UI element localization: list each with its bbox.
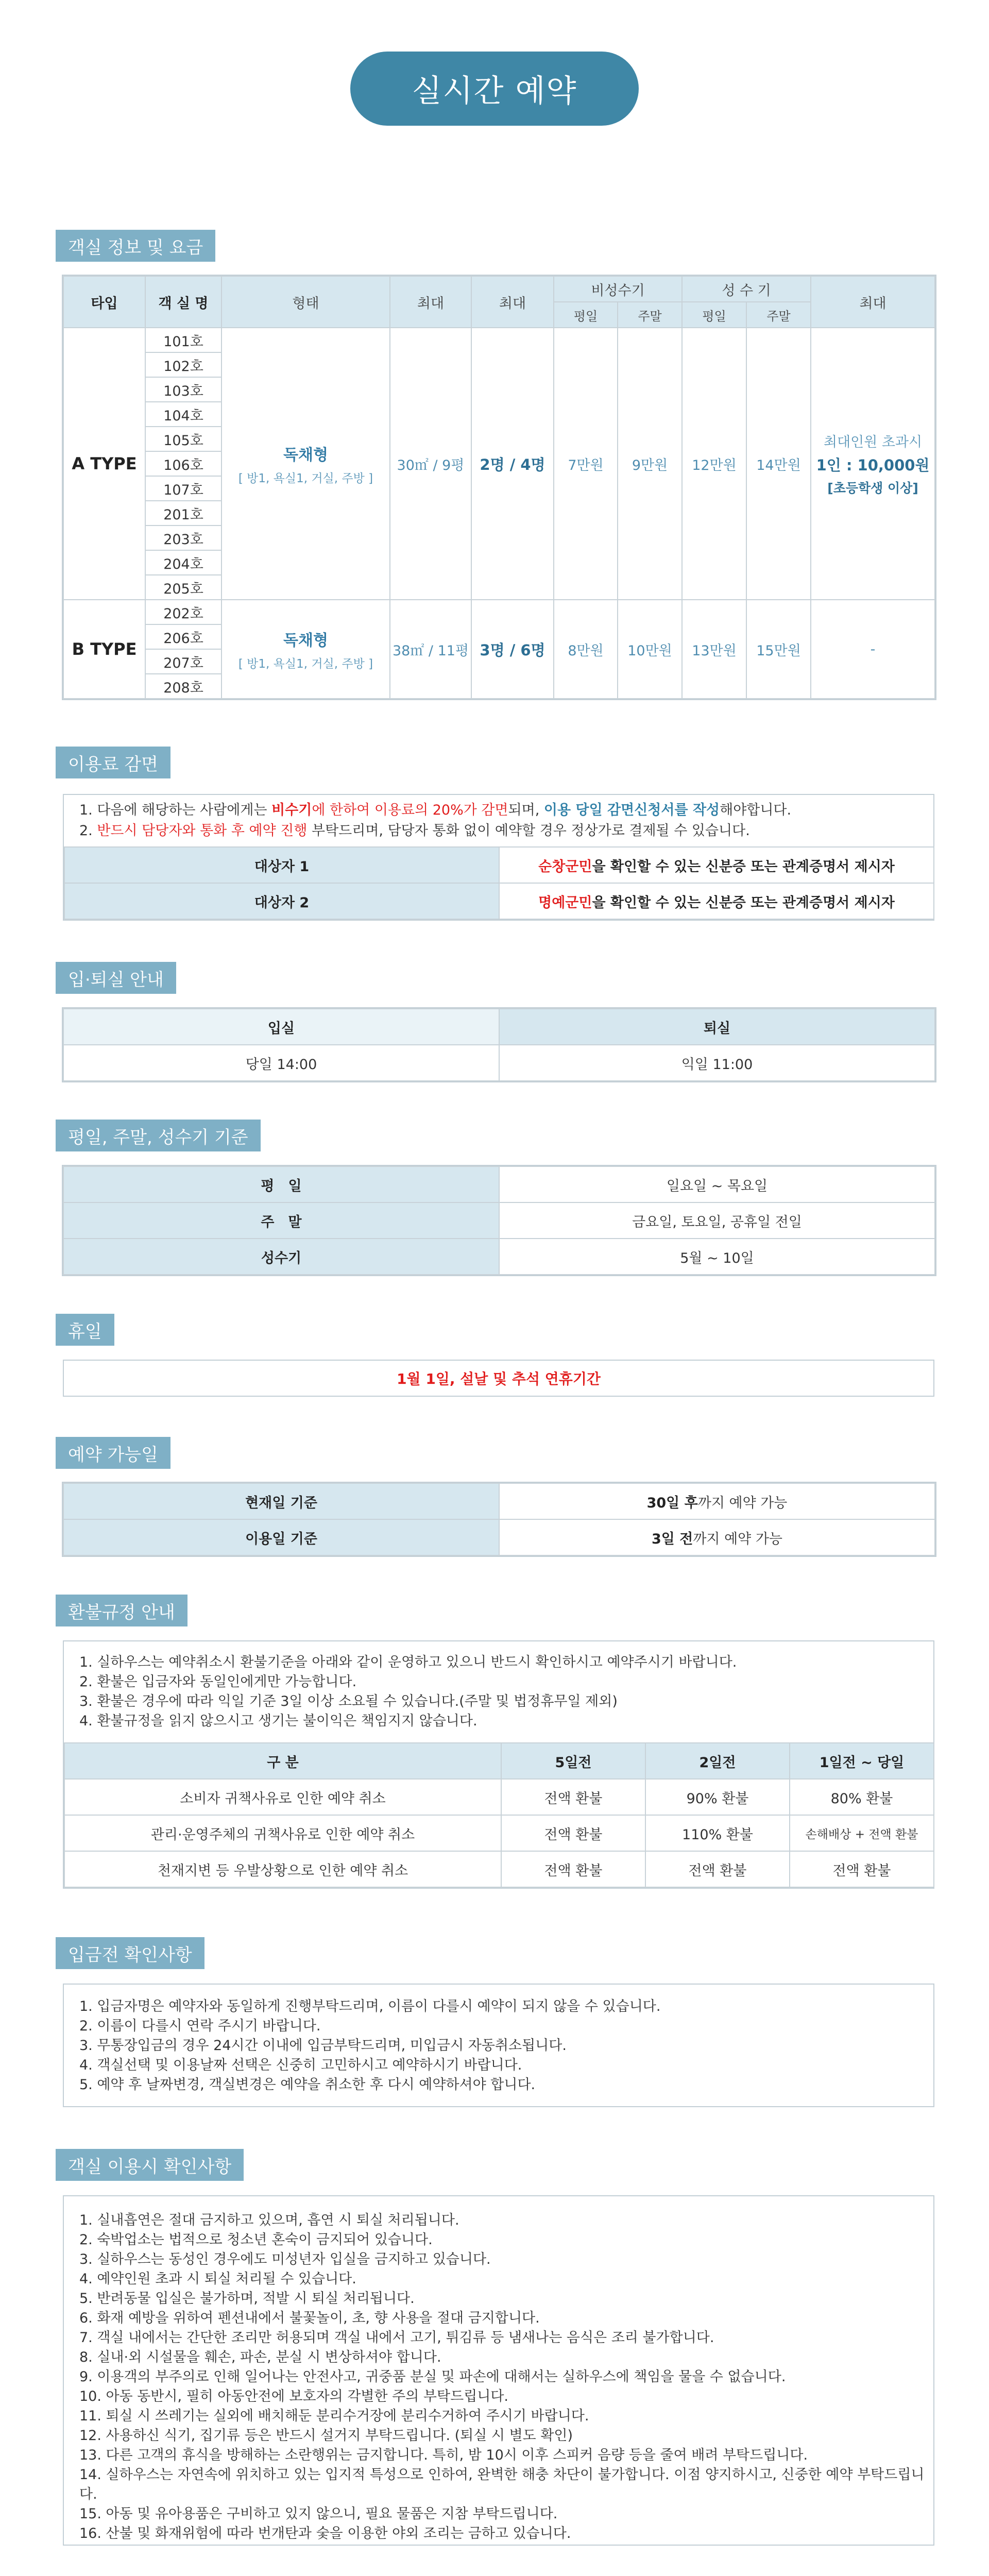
list-item: 11. 퇴실 시 쓰레기는 실외에 배치해둔 분리수거장에 분리수거하여 주시기 바랍니다. <box>79 2408 589 2424</box>
room-name: 208호 <box>145 674 221 699</box>
table-row <box>63 1239 935 1275</box>
reservable-current-label: 현재일 기준 <box>63 1483 499 1519</box>
refund-case: 소비자 귀책사유로 인한 예약 취소 <box>64 1779 501 1815</box>
checkout-time: 익일 11:00 <box>499 1045 935 1081</box>
season-weekday-value: 일요일 ~ 목요일 <box>499 1166 935 1202</box>
extra-charge-b: - <box>811 600 935 699</box>
deposit-box <box>63 1984 934 2107</box>
form-sub: [ 방1, 욕실1, 거실, 주방 ] <box>238 471 373 485</box>
table-row <box>64 1851 934 1887</box>
area-b: 38㎡ / 11평 <box>390 600 471 699</box>
reservable-table <box>63 1483 935 1556</box>
extra-charge-note: 최대인원 초과시 <box>823 434 923 450</box>
list-item: 10. 아동 동반시, 필히 아동안전에 보호자의 각별한 주의 부탁드립니다. <box>79 2388 508 2404</box>
table-row <box>63 1009 935 1045</box>
discount-target-2-desc: 명예군민을 확인할 수 있는 신분증 또는 관계증명서 제시자 <box>499 883 934 919</box>
section-title-discount: 이용료 감면 <box>56 747 170 778</box>
usage-box <box>63 2195 934 2546</box>
list-item: 2. 환불은 입금자와 동일인에게만 가능합니다. <box>79 1674 357 1690</box>
table-row <box>64 1743 934 1779</box>
refund-value: 110% 환불 <box>645 1815 790 1851</box>
form-sub: [ 방1, 욕실1, 거실, 주방 ] <box>238 657 373 671</box>
refund-header-category: 구 분 <box>64 1743 501 1779</box>
discount-box <box>63 794 934 921</box>
list-item: 1. 실하우스는 예약취소시 환불기준을 아래와 같이 운영하고 있으니 반드시 확인하시고 예약주시기 바랍니다. <box>79 1654 737 1670</box>
list-item: 13. 다른 고객의 휴식을 방해하는 소란행위는 금지합니다. 특히, 밤 10시 이후 스피커 음량 등을 줄여 배려 부탁드립니다. <box>79 2447 808 2463</box>
type-a: A TYPE <box>63 328 145 600</box>
header-max-capacity: 최대 <box>471 276 554 328</box>
room-name: 202호 <box>145 600 221 624</box>
section-title-season: 평일, 주말, 성수기 기준 <box>56 1120 261 1151</box>
refund-value: 80% 환불 <box>790 1779 934 1815</box>
discount-target-1-desc: 순창군민을 확인할 수 있는 신분증 또는 관계증명서 제시자 <box>499 847 934 883</box>
list-item: 4. 환불규정을 읽지 않으시고 생기는 불이익은 책임지지 않습니다. <box>79 1713 478 1729</box>
list-item: 5. 반려동물 입실은 불가하며, 적발 시 퇴실 처리됩니다. <box>79 2291 415 2307</box>
room-name: 207호 <box>145 649 221 674</box>
capacity-b: 3명 / 6명 <box>471 600 554 699</box>
season-peak-value: 5월 ~ 10일 <box>499 1239 935 1275</box>
table-row <box>63 1202 935 1239</box>
room-name: 104호 <box>145 402 221 427</box>
table-row <box>63 600 935 624</box>
page-title: 실시간 예약 <box>350 52 639 126</box>
list-item: 7. 객실 내에서는 간단한 조리만 허용되며 객실 내에서 고기, 튀김류 등 냄새나는 음식은 조리 불가합니다. <box>79 2330 714 2346</box>
list-item: 1. 실내흡연은 절대 금지하고 있으며, 흡연 시 퇴실 처리됩니다. <box>79 2212 459 2228</box>
room-name: 102호 <box>145 352 221 377</box>
room-rate-table <box>63 276 935 699</box>
price-off-weekend-a: 9만원 <box>618 328 682 600</box>
reservable-usage-label: 이용일 기준 <box>63 1519 499 1555</box>
list-item: 2. 이름이 다를시 연락 주시기 바랍니다. <box>79 2018 321 2034</box>
room-name: 201호 <box>145 501 221 526</box>
list-item: 15. 아동 및 유아용품은 구비하고 있지 않으니, 필요 물품은 지참 부탁드립니다. <box>79 2506 558 2522</box>
checkin-time: 당일 14:00 <box>63 1045 499 1081</box>
room-name: 204호 <box>145 550 221 575</box>
discount-notes <box>64 795 933 846</box>
section-title-holiday: 휴일 <box>56 1314 114 1346</box>
extra-charge-price: 1인 : 10,000원 <box>816 456 930 474</box>
checkin-label: 입실 <box>63 1009 499 1045</box>
header-off-season: 비성수기 <box>554 276 682 302</box>
table-row <box>64 1815 934 1851</box>
price-peak-weekend-b: 15만원 <box>746 600 811 699</box>
reservable-current-value: 30일 후까지 예약 가능 <box>499 1483 935 1519</box>
list-item: 5. 예약 후 날짜변경, 객실변경은 예약을 취소한 후 다시 예약하셔야 합니다. <box>79 2077 536 2093</box>
refund-value: 전액 환불 <box>790 1851 934 1887</box>
table-row <box>63 1045 935 1081</box>
list-item: 3. 무통장입금의 경우 24시간 이내에 입금부탁드리며, 미입금시 자동취소됩니다. <box>79 2038 567 2054</box>
list-item: 14. 실하우스는 자연속에 위치하고 있는 입지적 특성으로 인하여, 완벽한 해충 차단이 불가합니다. 이점 양지하시고, 신중한 예약 부탁드립니다. <box>79 2467 925 2502</box>
section-title-checkin: 입·퇴실 안내 <box>56 962 176 994</box>
season-weekend-value: 금요일, 토요일, 공휴일 전일 <box>499 1202 935 1239</box>
table-row <box>63 328 935 352</box>
deposit-notes <box>64 1985 933 2095</box>
form-title: 독채형 <box>283 446 328 464</box>
price-peak-weekday-b: 13만원 <box>682 600 746 699</box>
reservable-usage-value: 3일 전까지 예약 가능 <box>499 1519 935 1555</box>
extra-charge-condition: [초등학생 이상] <box>827 481 918 496</box>
refund-case: 천재지변 등 우발상황으로 인한 예약 취소 <box>64 1851 501 1887</box>
table-row <box>63 1483 935 1519</box>
refund-header-1day: 1일전 ~ 당일 <box>790 1743 934 1779</box>
list-item: 4. 객실선택 및 이용날짜 선택은 신중히 고민하시고 예약하시기 바랍니다. <box>79 2057 522 2073</box>
discount-target-2-label: 대상자 2 <box>64 883 499 919</box>
price-peak-weekday-a: 12만원 <box>682 328 746 600</box>
checkin-table <box>63 1008 935 1081</box>
refund-table <box>64 1742 934 1888</box>
room-name: 107호 <box>145 476 221 501</box>
list-item: 2. 숙박업소는 법적으로 청소년 혼숙이 금지되어 있습니다. <box>79 2232 433 2248</box>
table-row <box>64 1779 934 1815</box>
form-title: 독채형 <box>283 631 328 650</box>
holiday-box <box>63 1360 934 1397</box>
header-form: 형태 <box>221 276 390 328</box>
season-weekday-label: 평 일 <box>63 1166 499 1202</box>
section-title-refund: 환불규정 안내 <box>56 1595 187 1626</box>
refund-value: 전액 환불 <box>501 1851 645 1887</box>
header-off-weekend: 주말 <box>618 302 682 328</box>
refund-value: 전액 환불 <box>501 1815 645 1851</box>
refund-header-5days: 5일전 <box>501 1743 645 1779</box>
header-max-extra: 최대 <box>811 276 935 328</box>
table-row <box>64 883 934 919</box>
discount-note-1: 1. 다음에 해당하는 사람에게는 비수기에 한하여 이용료의 20%가 감면되며, 이용 당일 감면신청서를 작성해야합니다. <box>79 802 792 818</box>
section-title-room-info: 객실 정보 및 요금 <box>56 230 215 262</box>
price-off-weekday-b: 8만원 <box>554 600 618 699</box>
area-a: 30㎡ / 9평 <box>390 328 471 600</box>
header-peak-weekend: 주말 <box>746 302 811 328</box>
section-title-deposit: 입금전 확인사항 <box>56 1937 204 1969</box>
type-b: B TYPE <box>63 600 145 699</box>
table-row <box>64 847 934 883</box>
refund-notes <box>64 1641 933 1742</box>
season-table <box>63 1166 935 1275</box>
table-row <box>63 1166 935 1202</box>
header-off-weekday: 평일 <box>554 302 618 328</box>
refund-box <box>63 1640 934 1889</box>
room-name: 103호 <box>145 377 221 402</box>
extra-charge-a <box>811 328 935 600</box>
room-name: 205호 <box>145 575 221 600</box>
section-title-usage: 객실 이용시 확인사항 <box>56 2149 244 2181</box>
refund-value: 90% 환불 <box>645 1779 790 1815</box>
form-a <box>221 328 390 600</box>
refund-value: 전액 환불 <box>501 1779 645 1815</box>
list-item: 3. 실하우스는 동성인 경우에도 미성년자 입실을 금지하고 있습니다. <box>79 2251 491 2267</box>
discount-target-1-label: 대상자 1 <box>64 847 499 883</box>
room-name: 203호 <box>145 526 221 550</box>
capacity-a: 2명 / 4명 <box>471 328 554 600</box>
header-peak-weekday: 평일 <box>682 302 746 328</box>
refund-value: 손해배상 + 전액 환불 <box>790 1815 934 1851</box>
season-peak-label: 성수기 <box>63 1239 499 1275</box>
refund-case: 관리·운영주체의 귀책사유로 인한 예약 취소 <box>64 1815 501 1851</box>
list-item: 4. 예약인원 초과 시 퇴실 처리될 수 있습니다. <box>79 2271 356 2287</box>
table-row <box>63 1519 935 1555</box>
list-item: 6. 화재 예방을 위하여 펜션내에서 불꽃놀이, 초, 향 사용을 절대 금지합니다. <box>79 2310 540 2326</box>
refund-value: 전액 환불 <box>645 1851 790 1887</box>
room-name: 106호 <box>145 451 221 476</box>
list-item: 8. 실내·외 시설물을 훼손, 파손, 분실 시 변상하셔야 합니다. <box>79 2349 441 2365</box>
holiday-text: 1월 1일, 설날 및 추석 연휴기간 <box>397 1370 601 1387</box>
header-type: 타입 <box>63 276 145 328</box>
form-b <box>221 600 390 699</box>
list-item: 12. 사용하신 식기, 집기류 등은 반드시 설거지 부탁드립니다. (퇴실 시 별도 확인) <box>79 2428 573 2444</box>
usage-notes <box>64 2196 933 2544</box>
price-off-weekday-a: 7만원 <box>554 328 618 600</box>
checkout-label: 퇴실 <box>499 1009 935 1045</box>
list-item: 9. 이용객의 부주의로 인해 일어나는 안전사고, 귀중품 분실 및 파손에 대해서는 실하우스에 책임을 물을 수 없습니다. <box>79 2369 786 2385</box>
refund-header-2days: 2일전 <box>645 1743 790 1779</box>
room-name: 206호 <box>145 624 221 649</box>
section-title-reservable: 예약 가능일 <box>56 1437 170 1469</box>
season-weekend-label: 주 말 <box>63 1202 499 1239</box>
header-room: 객 실 명 <box>145 276 221 328</box>
list-item: 3. 환불은 경우에 따라 익일 기준 3일 이상 소요될 수 있습니다.(주말 및 법정휴무일 제외) <box>79 1693 618 1709</box>
list-item: 16. 산불 및 화재위험에 따라 번개탄과 숯을 이용한 야외 조리는 금하고 있습니다. <box>79 2526 571 2541</box>
discount-table <box>64 846 934 920</box>
price-peak-weekend-a: 14만원 <box>746 328 811 600</box>
header-max-area: 최대 <box>390 276 471 328</box>
header-peak-season: 성 수 기 <box>682 276 811 302</box>
room-name: 101호 <box>145 328 221 352</box>
price-off-weekend-b: 10만원 <box>618 600 682 699</box>
room-name: 105호 <box>145 427 221 451</box>
list-item: 1. 입금자명은 예약자와 동일하게 진행부탁드리며, 이름이 다를시 예약이 되지 않을 수 있습니다. <box>79 1998 661 2014</box>
discount-note-2: 2. 반드시 담당자와 통화 후 예약 진행 부탁드리며, 담당자 통화 없이 예약할 경우 정상가로 결제될 수 있습니다. <box>79 823 750 839</box>
